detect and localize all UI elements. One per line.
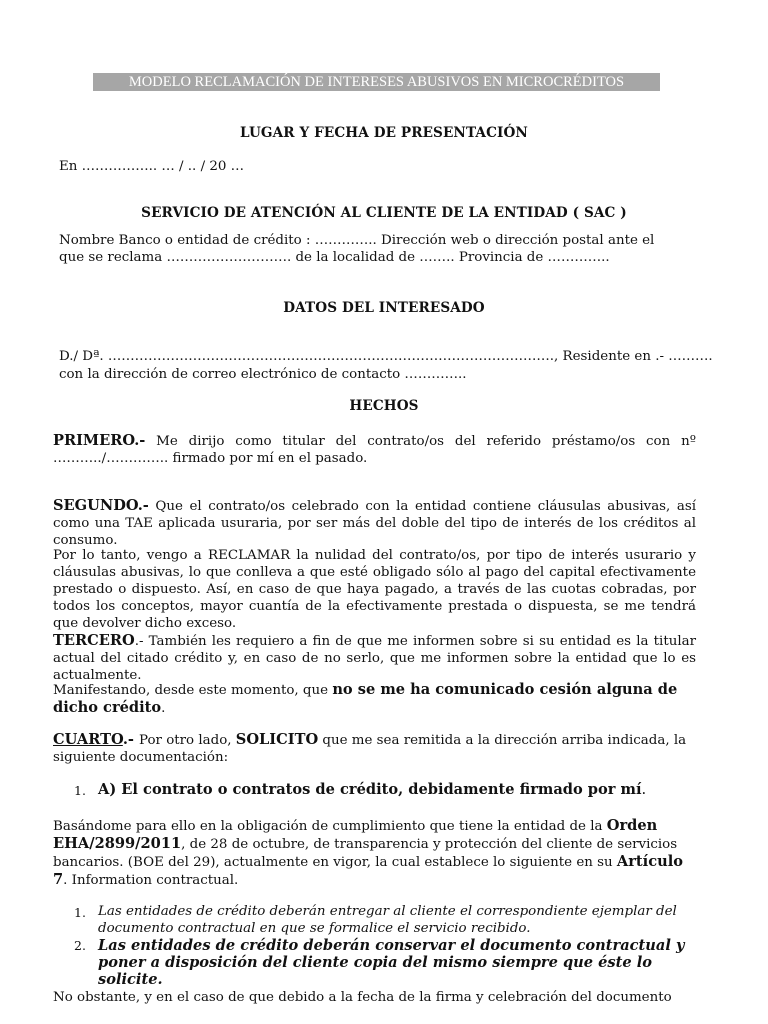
paragraph-segundo [53, 497, 696, 549]
heading-sac: SERVICIO DE ATENCIÓN AL CLIENTE DE LA ENTIDAD ( SAC ) [141, 205, 627, 221]
list-item-text: Las entidades de crédito deberán entregar al cliente el correspondiente ejemplar del documento contractual en que se formalice el servicio recibido. [98, 904, 677, 936]
paragraph-manifestando [53, 681, 696, 717]
list-item-entregar [0, 903, 768, 939]
list-item-number: 2. [74, 938, 86, 953]
basandome-post: . Information contractual. [63, 873, 239, 888]
paragraph-tercero [53, 632, 696, 684]
heading-datos-interesado: DATOS DEL INTERESADO [283, 300, 485, 316]
primero-text: Me dirijo como titular del contrato/os del referido préstamo/os con nº ………../………….. firmado por mí en el pasado. [53, 434, 696, 466]
tercero-label: TERCERO [53, 632, 135, 649]
basandome-orden: Orden EHA/2899/2011 [53, 817, 658, 852]
primero-label: PRIMERO.- [53, 432, 146, 449]
basandome-mid: , de 28 de octubre, de transparencia y protección del cliente de servicios bancarios. (BOE del 29), actualmente en vigor, la cual establece lo siguiente en su [53, 837, 678, 870]
datos-line-nombre: D./ Dª. ………………………………………………………………………………………., Residente en .- ………. [59, 349, 713, 364]
lugar-fecha-line: En …………….. … / .. / 20 … [59, 159, 245, 174]
manifestando-pre: Manifestando, desde este momento, que [53, 683, 333, 698]
cuarto-label: CUARTO [53, 731, 123, 748]
cuarto-bold: SOLICITO [235, 731, 319, 748]
cuarto-post: que me sea remitida a la dirección arriba indicada, la siguiente documentación: [53, 733, 687, 765]
sac-paragraph: Nombre Banco o entidad de crédito : ………….. Dirección web o dirección postal ante el que se reclama ………………………. de la localidad de …….. Provincia de ………….. [59, 233, 655, 265]
heading-lugar-fecha: LUGAR Y FECHA DE PRESENTACIÓN [240, 125, 528, 141]
paragraph-no-obstante: No obstante, y en el caso de que debido a la fecha de la firma y celebración del documento [53, 990, 672, 1005]
paragraph-basandome [53, 817, 693, 889]
manifestando-bold: no se me ha comunicado cesión alguna de dicho crédito [53, 681, 678, 716]
cuarto-pre: Por otro lado, [139, 733, 236, 748]
list-item-end: . [641, 781, 647, 798]
basandome-pre: Basándome para ello en la obligación de cumplimiento que tiene la entidad de la [53, 819, 607, 834]
tercero-text: .- También les requiero a fin de que me informen sobre si su entidad es la titular actual del citado crédito y, en caso de no serlo, que me informen sobre la entidad que lo es actualmente. [53, 634, 696, 683]
cuarto-sep: .- [122, 731, 140, 748]
list-item-text: A) El contrato o contratos de crédito, debidamente firmado por mí [98, 781, 642, 798]
document-title: MODELO RECLAMACIÓN DE INTERESES ABUSIVOS EN MICROCRÉDITOS [93, 73, 660, 91]
datos-line-email: con la dirección de correo electrónico de contacto ………….. [59, 367, 467, 382]
segundo-label: SEGUNDO.- [53, 497, 149, 514]
segundo-text: Que el contrato/os celebrado con la entidad contiene cláusulas abusivas, así como una TAE aplicada usuraria, por ser más del doble del tipo de interés de los créditos al consumo. [53, 499, 696, 548]
paragraph-primero [53, 432, 696, 467]
paragraph-cuarto [53, 731, 696, 766]
list-item-text: Las entidades de crédito deberán conservar el documento contractual y poner a disposición del cliente copia del mismo siempre que éste lo solicite. [98, 937, 685, 988]
paragraph-por-lo-tanto: Por lo tanto, vengo a RECLAMAR la nulidad del contrato/os, por tipo de interés usurario y cláusulas abusivas, lo que conlleva a que esté obligado sólo al pago del capital efectivamente prestado o dispuesto. Así, en caso de que haya pagado, a través de las cuotas cobradas, por todos los conceptos, mayor cuantía de la efectivamente prestada o dispuesta, se me tendrá que devolver dicho exceso. [53, 548, 696, 631]
basandome-articulo: Artículo 7 [53, 853, 683, 888]
list-item-contrato [0, 780, 768, 800]
heading-hechos: HECHOS [349, 398, 419, 414]
list-item-number: 1. [74, 905, 86, 920]
list-item-number: 1. [74, 783, 86, 798]
manifestando-post: . [161, 701, 166, 716]
list-item-conservar [0, 937, 768, 988]
